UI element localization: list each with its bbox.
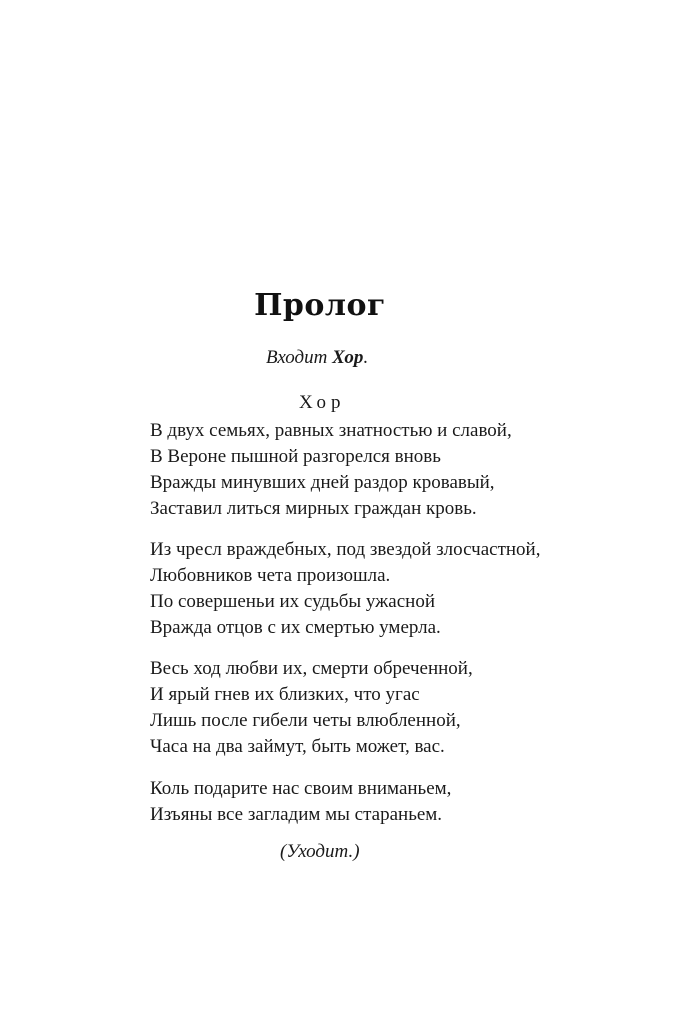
stage-direction-enter-suffix: . — [363, 347, 369, 368]
stanza — [150, 656, 473, 760]
stanza — [150, 418, 512, 522]
stage-direction-enter-prefix: Входит — [266, 347, 333, 368]
speaker-name: Хор — [299, 392, 346, 413]
stage-direction-enter-name: Хор — [332, 347, 364, 368]
verse-line: Вражды минувших дней раздор кровавый, — [150, 472, 495, 493]
verse-line: В Вероне пышной разгорелся вновь — [150, 446, 441, 467]
verse-line: И ярый гнев их близких, что угас — [150, 684, 420, 705]
stage-direction-enter — [266, 347, 368, 369]
verse-line: Из чресл враждебных, под звездой злосчастной, — [150, 539, 541, 560]
verse-line: Изъяны все загладим мы стараньем. — [150, 804, 443, 825]
prologue-heading: Пролог — [254, 288, 386, 323]
verse-line: Коль подарите нас своим вниманьем, — [150, 778, 452, 799]
verse-line: По совершеньи их судьбы ужасной — [150, 591, 436, 612]
verse-line: Заставил литься мирных граждан кровь. — [150, 498, 477, 519]
verse-line: Часа на два займут, быть может, вас. — [150, 736, 445, 757]
stanza — [150, 776, 451, 828]
stage-direction-exit: (Уходит.) — [280, 841, 360, 862]
verse-line: Лишь после гибели четы влюбленной, — [150, 710, 461, 731]
stanza — [150, 537, 540, 641]
verse-line: В двух семьях, равных знатностью и славой, — [150, 420, 512, 441]
verse-line: Вражда отцов с их смертью умерла. — [150, 617, 441, 638]
verse-line: Весь ход любви их, смерти обреченной, — [150, 658, 473, 679]
verse-line: Любовников чета произошла. — [150, 565, 391, 586]
